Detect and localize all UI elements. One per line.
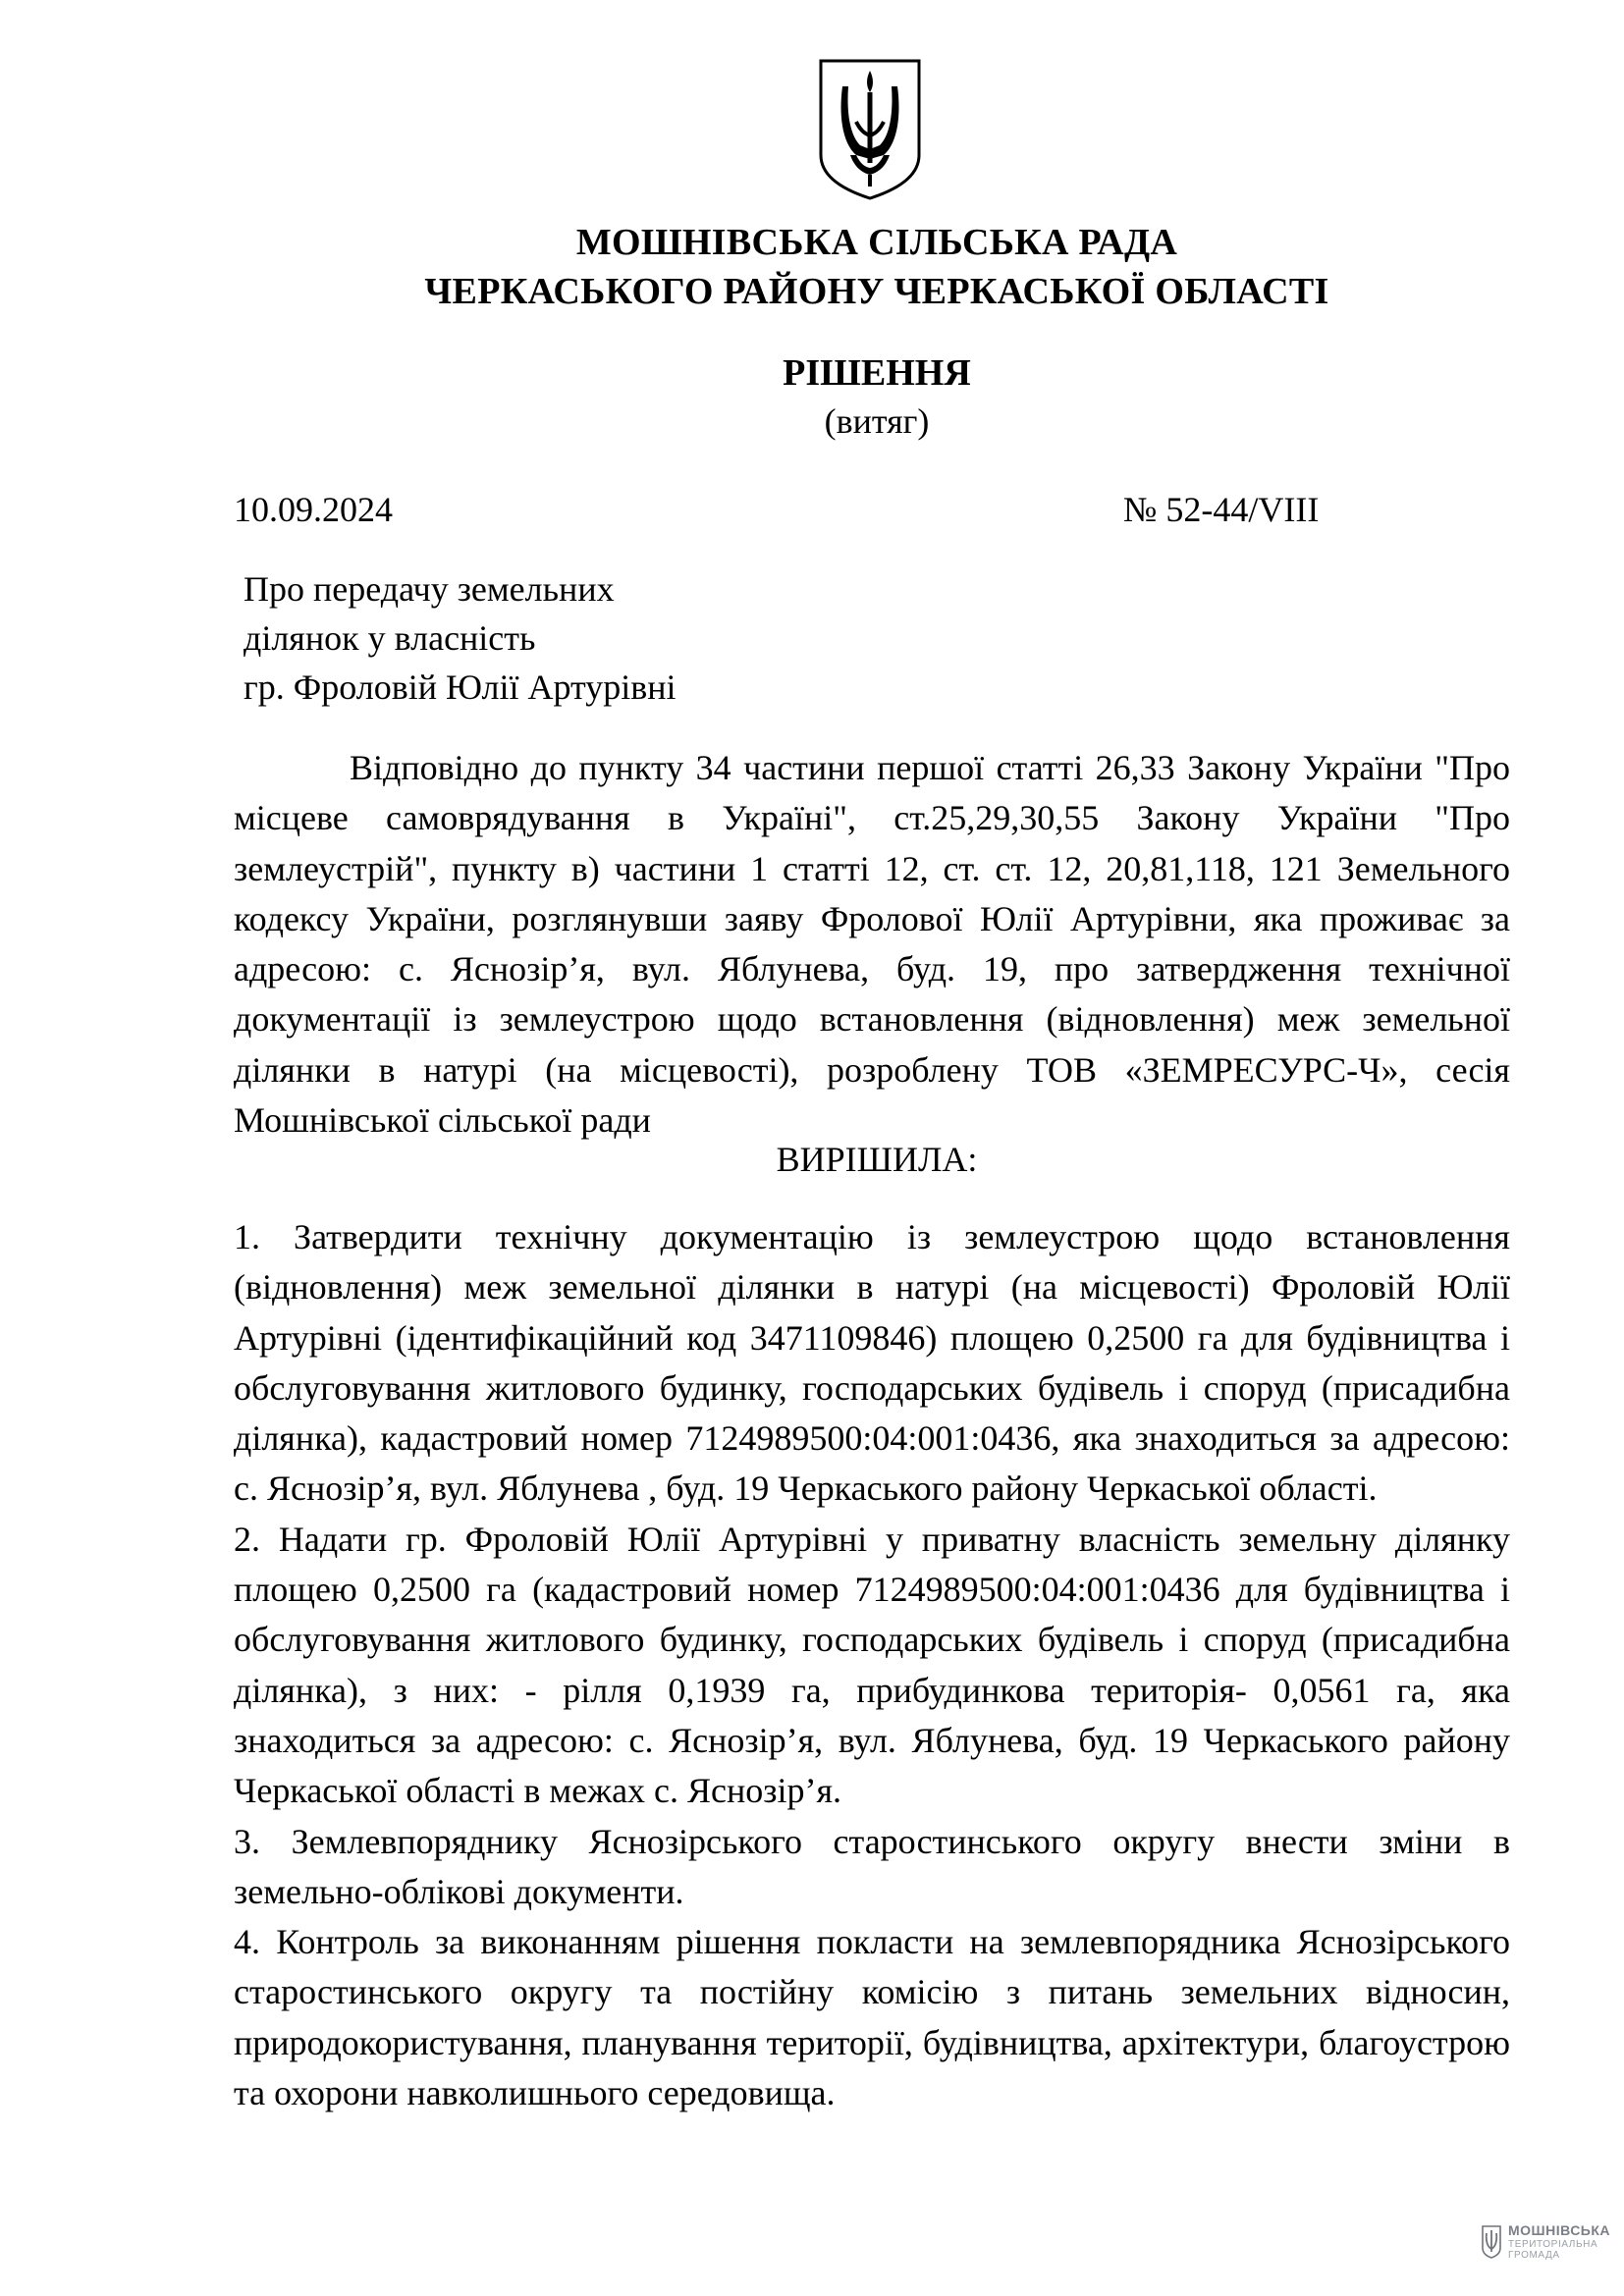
logo-subtitle-line-2: ГРОМАДА bbox=[1508, 2250, 1560, 2261]
logo-title: МОШНІВСЬКА bbox=[1508, 2222, 1611, 2238]
preamble-paragraph: Відповідно до пункту 34 частини першої статті 26,33 Закону України "Про місцеве самоврядування в Україні", ст.25,29,30,55 Закону України "Про землеустрій", пункту в) частини 1 статті 12, ст. ст. 12, 20,81,118, 121 Земельного кодексу України, розглянувши заяву Фролової Юлії Артурівни, яка проживає за адресою: с. Яснозір’я, вул. Яблунева, буд. 19, про затвердження технічної документації із землеустрою щодо встановлення (відновлення) меж земельної ділянки в натурі (на місцевості), розроблену ТОВ «ЗЕМРЕСУРС-Ч», сесія Мошнівської сільської ради bbox=[234, 748, 1510, 1141]
council-header bbox=[0, 218, 1624, 316]
subject-line-1: Про передачу земельних bbox=[244, 569, 615, 609]
decision-title: РІШЕННЯ bbox=[783, 352, 971, 394]
council-region: ЧЕРКАСЬКОГО РАЙОНУ ЧЕРКАСЬКОЇ ОБЛАСТІ bbox=[424, 271, 1329, 312]
decision-item-3: 3. Землевпоряднику Яснозірського старостинського округу внести зміни в земельно-облікові документи. bbox=[234, 1821, 1510, 1911]
trident-icon bbox=[1481, 2224, 1502, 2260]
decision-subject bbox=[244, 564, 677, 712]
decision-subtitle: (витяг) bbox=[824, 401, 930, 441]
decision-item-4: 4. Контроль за виконанням рішення покласти на землевпорядника Яснозірського старостинського округу та постійну комісію з питань земельних відносин, природокористування, планування території, будівництва, архітектури, благоустрою та охорони навколишнього середовища. bbox=[234, 1922, 1510, 2113]
decision-date: 10.09.2024 bbox=[234, 490, 393, 529]
community-logo bbox=[1481, 2220, 1614, 2268]
decision-item-2: 2. Надати гр. Фроловій Юлії Артурівні у приватну власність земельну ділянку площею 0,2500 га (кадастровий номер 7124989500:04:001:0436 для будівництва і обслуговування житлового будинку, господарських будівель і споруд (присадибна ділянка), з них: - рілля 0,1939 га, прибудинкова територія- 0,0561 га, яка знаходиться за адресою: с. Яснозір’я, вул. Яблунева, буд. 19 Черкаського району Черкаської області в межах с. Яснозір’я. bbox=[234, 1519, 1510, 1811]
decision-item-1: 1. Затвердити технічну документацію із землеустрою щодо встановлення (відновлення) меж земельної ділянки в натурі (на місцевості) Фроловій Юлії Артурівні (ідентифікаційний код 3471109846) площею 0,2500 га для будівництва і обслуговування житлового будинку, господарських будівель і споруд (присадибна ділянка), кадастровий номер 7124989500:04:001:0436, яка знаходиться за адресою: с. Яснозір’я, вул. Яблунева , буд. 19 Черкаського району Черкаської області. bbox=[234, 1217, 1510, 1509]
council-name: МОШНІВСЬКА СІЛЬСЬКА РАДА bbox=[575, 222, 1178, 263]
decision-number: № 52-44/VIII bbox=[1123, 490, 1320, 529]
coat-of-arms-icon bbox=[817, 57, 923, 202]
logo-subtitle-line-1: ТЕРИТОРІАЛЬНА bbox=[1508, 2239, 1598, 2250]
subject-line-3: гр. Фроловій Юлії Артурівні bbox=[244, 667, 677, 707]
logo-subtitle bbox=[1508, 2239, 1597, 2261]
subject-line-2: ділянок у власність bbox=[244, 618, 536, 658]
resolved-heading: ВИРІШИЛА: bbox=[776, 1140, 978, 1179]
decision-items bbox=[234, 1212, 1510, 2118]
